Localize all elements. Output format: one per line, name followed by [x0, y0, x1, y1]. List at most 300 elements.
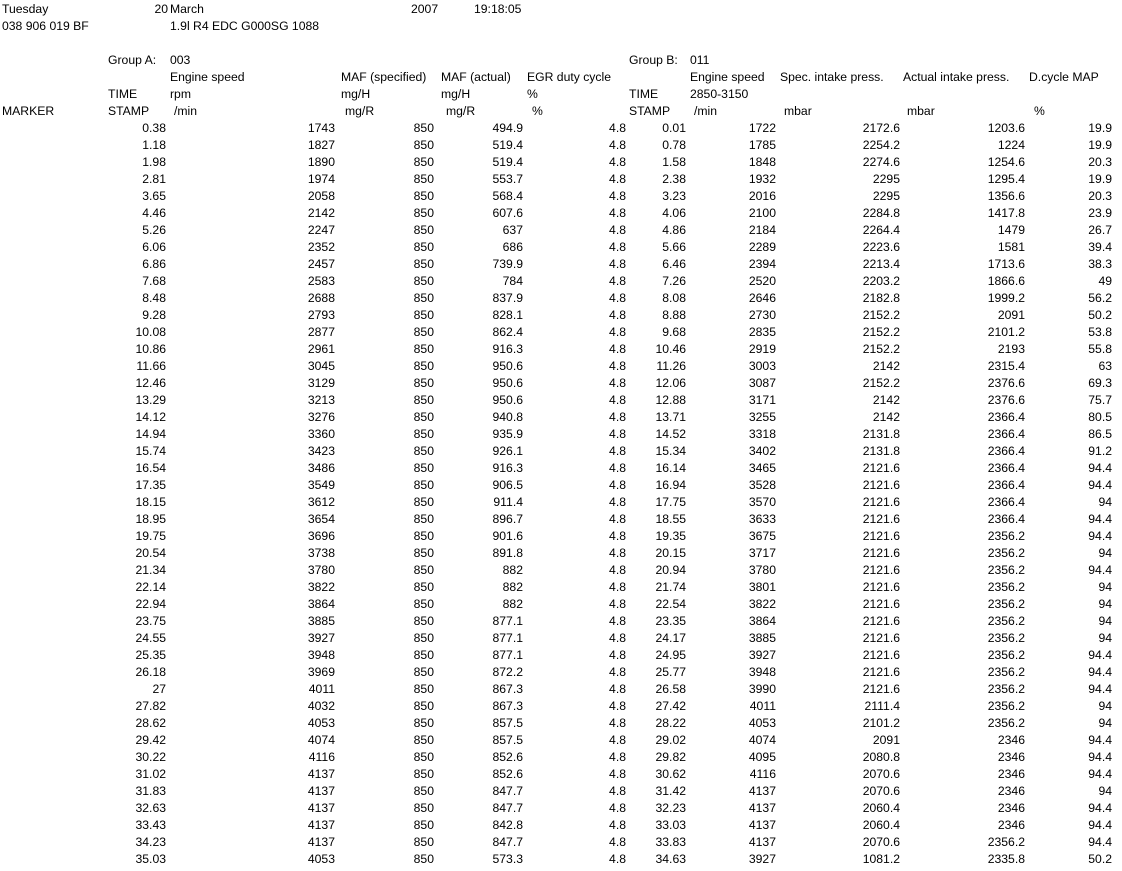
- table-row: [0, 426, 1122, 443]
- maf-actual-cell: 877.1: [492, 648, 523, 662]
- dcycle-map-cell: 94.4: [1088, 750, 1112, 764]
- actual-intake-press-cell: 2376.6: [987, 393, 1025, 407]
- egr-duty-cycle-cell: 4.8: [609, 359, 626, 373]
- day-label: Tuesday: [2, 2, 49, 16]
- table-row: [0, 392, 1122, 409]
- dcycle-map-cell: 94.4: [1088, 648, 1112, 662]
- actual-intake-press-cell: 2356.2: [987, 665, 1025, 679]
- actual-intake-press-cell: 2356.2: [987, 631, 1025, 645]
- time-stamp-a-cell: 11.66: [136, 359, 166, 373]
- engine-speed-a-cell: 2247: [307, 223, 335, 237]
- dcycle-map-cell: 91.2: [1088, 444, 1112, 458]
- maf-specified-cell: 850: [413, 461, 434, 475]
- time-stamp-b-cell: 8.88: [662, 308, 686, 322]
- maf-specified-cell: 850: [413, 631, 434, 645]
- actual-intake-press-cell: 2366.4: [987, 478, 1025, 492]
- dcycle-map-cell: 69.3: [1088, 376, 1112, 390]
- spec-intake-press-cell: 2254.2: [862, 138, 900, 152]
- maf-actual-cell: 607.6: [492, 206, 523, 220]
- time-stamp-b-cell: 11.26: [656, 359, 686, 373]
- spec-intake-press-cell: 2274.6: [862, 155, 900, 169]
- maf-specified-cell: 850: [413, 529, 434, 543]
- maf-actual-cell: 568.4: [492, 189, 523, 203]
- engine-speed-a-cell: 3045: [307, 359, 335, 373]
- egr-duty-cycle-cell: 4.8: [609, 733, 626, 747]
- header-engine-speed-a-unit: rpm: [170, 87, 191, 101]
- table-row: [0, 783, 1122, 800]
- egr-duty-cycle-cell: 4.8: [609, 716, 626, 730]
- time-stamp-b-cell: 10.46: [655, 342, 686, 356]
- egr-duty-cycle-cell: 4.8: [609, 699, 626, 713]
- egr-duty-cycle-cell: 4.8: [609, 631, 626, 645]
- actual-intake-press-cell: 2315.4: [987, 359, 1025, 373]
- maf-actual-cell: 882: [502, 563, 523, 577]
- actual-intake-press-cell: 2366.4: [987, 461, 1025, 475]
- actual-intake-press-cell: 2356.2: [987, 546, 1025, 560]
- table-row: [0, 273, 1122, 290]
- table-row: [0, 409, 1122, 426]
- maf-actual-cell: 867.3: [492, 682, 523, 696]
- engine-speed-b-cell: 2016: [748, 189, 776, 203]
- engine-speed-a-cell: 4116: [308, 750, 335, 764]
- header-egr-duty-unit: %: [527, 87, 538, 101]
- egr-duty-cycle-cell: 4.8: [609, 665, 626, 679]
- header-actual-intake-unit: mbar: [907, 104, 935, 118]
- maf-actual-cell: 519.4: [492, 155, 523, 169]
- time-stamp-b-cell: 30.62: [655, 767, 686, 781]
- engine-speed-a-cell: 3822: [307, 580, 335, 594]
- egr-duty-cycle-cell: 4.8: [609, 189, 626, 203]
- egr-duty-cycle-cell: 4.8: [609, 291, 626, 305]
- actual-intake-press-cell: 2346: [997, 733, 1025, 747]
- egr-duty-cycle-cell: 4.8: [609, 767, 626, 781]
- engine-speed-b-cell: 4137: [748, 801, 776, 815]
- engine-speed-b-cell: 2835: [748, 325, 776, 339]
- spec-intake-press-cell: 2121.6: [862, 682, 900, 696]
- table-row: [0, 137, 1122, 154]
- egr-duty-cycle-cell: 4.8: [609, 818, 626, 832]
- time-stamp-a-cell: 14.12: [135, 410, 166, 424]
- maf-specified-cell: 850: [413, 716, 434, 730]
- maf-specified-cell: 850: [413, 325, 434, 339]
- engine-speed-b-cell: 3717: [748, 546, 776, 560]
- egr-duty-cycle-cell: 4.8: [609, 512, 626, 526]
- table-row: [0, 630, 1122, 647]
- dcycle-map-cell: 94.4: [1088, 665, 1112, 679]
- time-stamp-a-cell: 13.29: [135, 393, 166, 407]
- time-stamp-a-cell: 23.75: [135, 614, 166, 628]
- maf-actual-cell: 896.7: [492, 512, 523, 526]
- group-a-label: Group A:: [108, 53, 157, 67]
- maf-actual-cell: 901.6: [492, 529, 523, 543]
- time-stamp-a-cell: 31.83: [135, 784, 166, 798]
- engine-speed-a-cell: 2352: [307, 240, 335, 254]
- table-row: [0, 715, 1122, 732]
- engine-speed-b-cell: 2730: [748, 308, 776, 322]
- actual-intake-press-cell: 1713.6: [987, 257, 1025, 271]
- time-stamp-b-cell: 20.94: [655, 563, 686, 577]
- engine-speed-a-cell: 3360: [307, 427, 335, 441]
- engine-speed-b-cell: 3780: [748, 563, 776, 577]
- engine-speed-a-cell: 3423: [307, 444, 335, 458]
- engine-speed-b-cell: 3927: [748, 648, 776, 662]
- engine-speed-b-cell: 4137: [748, 784, 776, 798]
- maf-actual-cell: 837.9: [492, 291, 523, 305]
- actual-intake-press-cell: 2346: [997, 767, 1025, 781]
- table-row: [0, 256, 1122, 273]
- time-stamp-b-cell: 16.94: [655, 478, 686, 492]
- time-stamp-b-cell: 13.71: [655, 410, 686, 424]
- time-stamp-b-cell: 7.26: [662, 274, 686, 288]
- time-stamp-b-cell: 31.42: [655, 784, 686, 798]
- time-stamp-b-cell: 32.23: [655, 801, 686, 815]
- engine-speed-a-cell: 1743: [307, 121, 335, 135]
- dcycle-map-cell: 19.9: [1088, 138, 1112, 152]
- dcycle-map-cell: 19.9: [1088, 121, 1112, 135]
- time-stamp-a-cell: 21.34: [135, 563, 166, 577]
- egr-duty-cycle-cell: 4.8: [609, 240, 626, 254]
- dcycle-map-cell: 94: [1098, 699, 1112, 713]
- maf-specified-cell: 850: [413, 665, 434, 679]
- header-engine-speed-a: Engine speed: [170, 70, 245, 84]
- time-stamp-a-cell: 9.28: [142, 308, 166, 322]
- actual-intake-press-cell: 1356.6: [987, 189, 1025, 203]
- dcycle-map-cell: 75.7: [1088, 393, 1112, 407]
- engine-speed-a-cell: 3612: [307, 495, 335, 509]
- maf-specified-cell: 850: [413, 223, 434, 237]
- maf-specified-cell: 850: [413, 240, 434, 254]
- spec-intake-press-cell: 2213.4: [862, 257, 900, 271]
- maf-specified-cell: 850: [413, 580, 434, 594]
- egr-duty-cycle-cell: 4.8: [609, 308, 626, 322]
- maf-actual-cell: 739.9: [492, 257, 523, 271]
- spec-intake-press-cell: 1081.2: [862, 852, 900, 866]
- time-stamp-b-cell: 20.15: [655, 546, 686, 560]
- table-row: [0, 800, 1122, 817]
- time-stamp-b-cell: 16.14: [655, 461, 686, 475]
- engine-speed-b-cell: 3675: [748, 529, 776, 543]
- maf-actual-cell: 950.6: [492, 359, 523, 373]
- spec-intake-press-cell: 2091: [872, 733, 900, 747]
- spec-intake-press-cell: 2060.4: [862, 818, 900, 832]
- time-label: 19:18:05: [474, 2, 522, 16]
- engine-speed-a-cell: 1827: [307, 138, 335, 152]
- time-stamp-a-cell: 10.08: [135, 325, 166, 339]
- egr-duty-cycle-cell: 4.8: [609, 138, 626, 152]
- dcycle-map-cell: 19.9: [1088, 172, 1112, 186]
- egr-duty-cycle-cell: 4.8: [609, 342, 626, 356]
- dcycle-map-cell: 49: [1098, 274, 1112, 288]
- engine-speed-b-cell: 4116: [749, 767, 776, 781]
- dcycle-map-cell: 94: [1098, 495, 1112, 509]
- table-row: [0, 222, 1122, 239]
- table-row: [0, 341, 1122, 358]
- table-row: [0, 834, 1122, 851]
- egr-duty-cycle-cell: 4.8: [609, 750, 626, 764]
- actual-intake-press-cell: 2335.8: [987, 852, 1025, 866]
- dcycle-map-cell: 94.4: [1088, 835, 1112, 849]
- engine-speed-a-cell: 2142: [307, 206, 335, 220]
- engine-speed-a-cell: 4137: [307, 835, 335, 849]
- maf-actual-cell: 862.4: [492, 325, 523, 339]
- maf-actual-cell: 637: [502, 223, 523, 237]
- spec-intake-press-cell: 2182.8: [862, 291, 900, 305]
- time-stamp-a-cell: 19.75: [135, 529, 166, 543]
- spec-intake-press-cell: 2142: [872, 359, 900, 373]
- time-stamp-a-cell: 33.43: [135, 818, 166, 832]
- maf-actual-cell: 494.9: [492, 121, 523, 135]
- dcycle-map-cell: 94: [1098, 597, 1112, 611]
- time-stamp-b-cell: 21.74: [655, 580, 686, 594]
- engine-speed-a-cell: 3276: [307, 410, 335, 424]
- dcycle-map-cell: 26.7: [1088, 223, 1112, 237]
- dcycle-map-cell: 94.4: [1088, 818, 1112, 832]
- table-row: [0, 494, 1122, 511]
- engine-speed-b-cell: 3927: [748, 852, 776, 866]
- time-stamp-b-cell: 17.75: [655, 495, 686, 509]
- header-time-b-line2: STAMP: [629, 104, 671, 118]
- engine-speed-a-cell: 2058: [307, 189, 335, 203]
- table-row: [0, 851, 1122, 868]
- actual-intake-press-cell: 2356.2: [987, 716, 1025, 730]
- table-row: [0, 460, 1122, 477]
- engine-speed-a-cell: 3927: [307, 631, 335, 645]
- maf-specified-cell: 850: [413, 495, 434, 509]
- actual-intake-press-cell: 2356.2: [987, 699, 1025, 713]
- actual-intake-press-cell: 2356.2: [987, 682, 1025, 696]
- time-stamp-a-cell: 27.82: [135, 699, 166, 713]
- engine-speed-b-cell: 3801: [748, 580, 776, 594]
- engine-speed-a-cell: 3780: [307, 563, 335, 577]
- time-stamp-b-cell: 0.78: [662, 138, 686, 152]
- spec-intake-press-cell: 2152.2: [862, 325, 900, 339]
- dcycle-map-cell: 94: [1098, 631, 1112, 645]
- maf-specified-cell: 850: [413, 138, 434, 152]
- time-stamp-a-cell: 25.35: [135, 648, 166, 662]
- dcycle-map-cell: 94.4: [1088, 478, 1112, 492]
- table-row: [0, 545, 1122, 562]
- engine-speed-b-cell: 2289: [748, 240, 776, 254]
- engine-speed-b-cell: 4053: [748, 716, 776, 730]
- time-stamp-a-cell: 3.65: [142, 189, 166, 203]
- spec-intake-press-cell: 2121.6: [862, 478, 900, 492]
- engine-speed-a-cell: 4137: [307, 801, 335, 815]
- spec-intake-press-cell: 2070.6: [862, 784, 900, 798]
- table-row: [0, 528, 1122, 545]
- actual-intake-press-cell: 2346: [997, 801, 1025, 815]
- header-maf-spec: MAF (specified): [341, 70, 427, 84]
- spec-intake-press-cell: 2131.8: [862, 444, 900, 458]
- time-stamp-a-cell: 22.14: [135, 580, 166, 594]
- spec-intake-press-cell: 2284.8: [862, 206, 900, 220]
- maf-actual-cell: 877.1: [492, 614, 523, 628]
- spec-intake-press-cell: 2142: [872, 410, 900, 424]
- spec-intake-press-cell: 2203.2: [862, 274, 900, 288]
- engine-speed-a-cell: 2877: [307, 325, 335, 339]
- actual-intake-press-cell: 2346: [997, 818, 1025, 832]
- time-stamp-b-cell: 33.03: [655, 818, 686, 832]
- egr-duty-cycle-cell: 4.8: [609, 121, 626, 135]
- egr-duty-cycle-cell: 4.8: [609, 257, 626, 271]
- engine-speed-b-cell: 3633: [748, 512, 776, 526]
- spec-intake-press-cell: 2295: [872, 189, 900, 203]
- maf-specified-cell: 850: [413, 818, 434, 832]
- time-stamp-a-cell: 4.46: [142, 206, 166, 220]
- spec-intake-press-cell: 2121.6: [862, 529, 900, 543]
- engine-speed-a-cell: 3486: [307, 461, 335, 475]
- maf-actual-cell: 867.3: [492, 699, 523, 713]
- dcycle-map-cell: 94.4: [1088, 461, 1112, 475]
- time-stamp-a-cell: 22.94: [135, 597, 166, 611]
- engine-speed-b-cell: 2646: [748, 291, 776, 305]
- time-stamp-b-cell: 18.55: [655, 512, 686, 526]
- month-label: March: [170, 2, 204, 16]
- egr-duty-cycle-cell: 4.8: [609, 597, 626, 611]
- maf-specified-cell: 850: [413, 393, 434, 407]
- maf-specified-cell: 850: [413, 750, 434, 764]
- time-stamp-b-cell: 28.22: [655, 716, 686, 730]
- header-egr-duty: EGR duty cycle: [527, 70, 611, 84]
- engine-speed-b-cell: 3402: [748, 444, 776, 458]
- group-a-code: 003: [170, 53, 191, 67]
- time-stamp-a-cell: 26.18: [135, 665, 166, 679]
- engine-speed-a-cell: 3213: [307, 393, 335, 407]
- time-stamp-b-cell: 4.06: [662, 206, 686, 220]
- spec-intake-press-cell: 2121.6: [862, 461, 900, 475]
- spec-intake-press-cell: 2152.2: [862, 376, 900, 390]
- actual-intake-press-cell: 2346: [997, 750, 1025, 764]
- table-row: [0, 511, 1122, 528]
- table-row: [0, 290, 1122, 307]
- dcycle-map-cell: 86.5: [1088, 427, 1112, 441]
- date-day: 20: [154, 2, 168, 16]
- engine-speed-b-cell: 1848: [748, 155, 776, 169]
- time-stamp-a-cell: 1.98: [142, 155, 166, 169]
- part-number: 038 906 019 BF: [2, 19, 89, 33]
- egr-duty-cycle-cell: 4.8: [609, 427, 626, 441]
- engine-speed-a-cell: 3696: [307, 529, 335, 543]
- dcycle-map-cell: 63: [1098, 359, 1112, 373]
- spec-intake-press-cell: 2121.6: [862, 580, 900, 594]
- year-label: 2007: [411, 2, 439, 16]
- dcycle-map-cell: 94: [1098, 716, 1112, 730]
- table-row: [0, 358, 1122, 375]
- engine-speed-a-cell: 3948: [307, 648, 335, 662]
- actual-intake-press-cell: 1203.6: [987, 121, 1025, 135]
- engine-speed-b-cell: 4011: [749, 699, 776, 713]
- time-stamp-b-cell: 9.68: [662, 325, 686, 339]
- table-row: [0, 647, 1122, 664]
- maf-specified-cell: 850: [413, 427, 434, 441]
- maf-specified-cell: 850: [413, 767, 434, 781]
- header-engine-speed-b-range: 2850-3150: [690, 87, 749, 101]
- maf-specified-cell: 850: [413, 699, 434, 713]
- dcycle-map-cell: 94.4: [1088, 733, 1112, 747]
- actual-intake-press-cell: 2101.2: [987, 325, 1025, 339]
- maf-specified-cell: 850: [413, 189, 434, 203]
- time-stamp-b-cell: 3.23: [662, 189, 686, 203]
- spec-intake-press-cell: 2070.6: [862, 767, 900, 781]
- spec-intake-press-cell: 2121.6: [862, 631, 900, 645]
- maf-specified-cell: 850: [413, 512, 434, 526]
- table-row: [0, 205, 1122, 222]
- maf-actual-cell: 911.4: [493, 495, 523, 509]
- dcycle-map-cell: 94.4: [1088, 529, 1112, 543]
- time-stamp-a-cell: 32.63: [135, 801, 166, 815]
- time-stamp-b-cell: 4.86: [662, 223, 686, 237]
- egr-duty-cycle-cell: 4.8: [609, 393, 626, 407]
- engine-speed-b-cell: 1785: [748, 138, 776, 152]
- header-dcycle-map: D.cycle MAP: [1029, 70, 1099, 84]
- spec-intake-press-cell: 2152.2: [862, 342, 900, 356]
- engine-speed-b-cell: 4095: [748, 750, 776, 764]
- time-stamp-a-cell: 18.95: [135, 512, 166, 526]
- table-row: [0, 732, 1122, 749]
- maf-specified-cell: 850: [413, 784, 434, 798]
- spec-intake-press-cell: 2142: [872, 393, 900, 407]
- table-row: [0, 596, 1122, 613]
- engine-speed-b-cell: 4074: [748, 733, 776, 747]
- maf-actual-cell: 882: [502, 580, 523, 594]
- egr-duty-cycle-cell: 4.8: [609, 529, 626, 543]
- engine-speed-a-cell: 4011: [308, 682, 335, 696]
- engine-speed-b-cell: 3885: [748, 631, 776, 645]
- time-stamp-a-cell: 10.86: [135, 342, 166, 356]
- engine-speed-a-cell: 2793: [307, 308, 335, 322]
- maf-actual-cell: 847.7: [492, 835, 523, 849]
- dcycle-map-cell: 20.3: [1088, 155, 1112, 169]
- maf-actual-cell: 857.5: [492, 733, 523, 747]
- maf-actual-cell: 916.3: [492, 461, 523, 475]
- maf-specified-cell: 850: [413, 257, 434, 271]
- table-row: [0, 817, 1122, 834]
- time-stamp-a-cell: 34.23: [135, 835, 166, 849]
- maf-specified-cell: 850: [413, 546, 434, 560]
- maf-actual-cell: 553.7: [492, 172, 523, 186]
- spec-intake-press-cell: 2264.4: [862, 223, 900, 237]
- table-row: [0, 562, 1122, 579]
- table-row: [0, 749, 1122, 766]
- table-row: [0, 664, 1122, 681]
- egr-duty-cycle-cell: 4.8: [609, 461, 626, 475]
- egr-duty-cycle-cell: 4.8: [609, 648, 626, 662]
- egr-duty-cycle-cell: 4.8: [609, 580, 626, 594]
- time-stamp-a-cell: 27: [152, 682, 166, 696]
- dcycle-map-cell: 38.3: [1088, 257, 1112, 271]
- engine-speed-a-cell: 3549: [307, 478, 335, 492]
- time-stamp-a-cell: 8.48: [142, 291, 166, 305]
- time-stamp-a-cell: 29.42: [135, 733, 166, 747]
- engine-speed-a-cell: 2961: [307, 342, 335, 356]
- maf-specified-cell: 850: [413, 614, 434, 628]
- actual-intake-press-cell: 2356.2: [987, 563, 1025, 577]
- egr-duty-cycle-cell: 4.8: [609, 682, 626, 696]
- actual-intake-press-cell: 1224: [997, 138, 1025, 152]
- spec-intake-press-cell: 2111.4: [864, 699, 900, 713]
- egr-duty-cycle-cell: 4.8: [609, 614, 626, 628]
- time-stamp-a-cell: 17.35: [135, 478, 166, 492]
- maf-actual-cell: 940.8: [492, 410, 523, 424]
- table-row: [0, 188, 1122, 205]
- engine-speed-b-cell: 1932: [748, 172, 776, 186]
- time-stamp-a-cell: 1.18: [142, 138, 166, 152]
- engine-info: 1.9l R4 EDC G000SG 1088: [170, 19, 320, 33]
- actual-intake-press-cell: 2193: [997, 342, 1025, 356]
- time-stamp-a-cell: 2.81: [142, 172, 166, 186]
- engine-speed-a-cell: 4137: [307, 818, 335, 832]
- engine-speed-a-cell: 3885: [307, 614, 335, 628]
- egr-duty-cycle-cell: 4.8: [609, 155, 626, 169]
